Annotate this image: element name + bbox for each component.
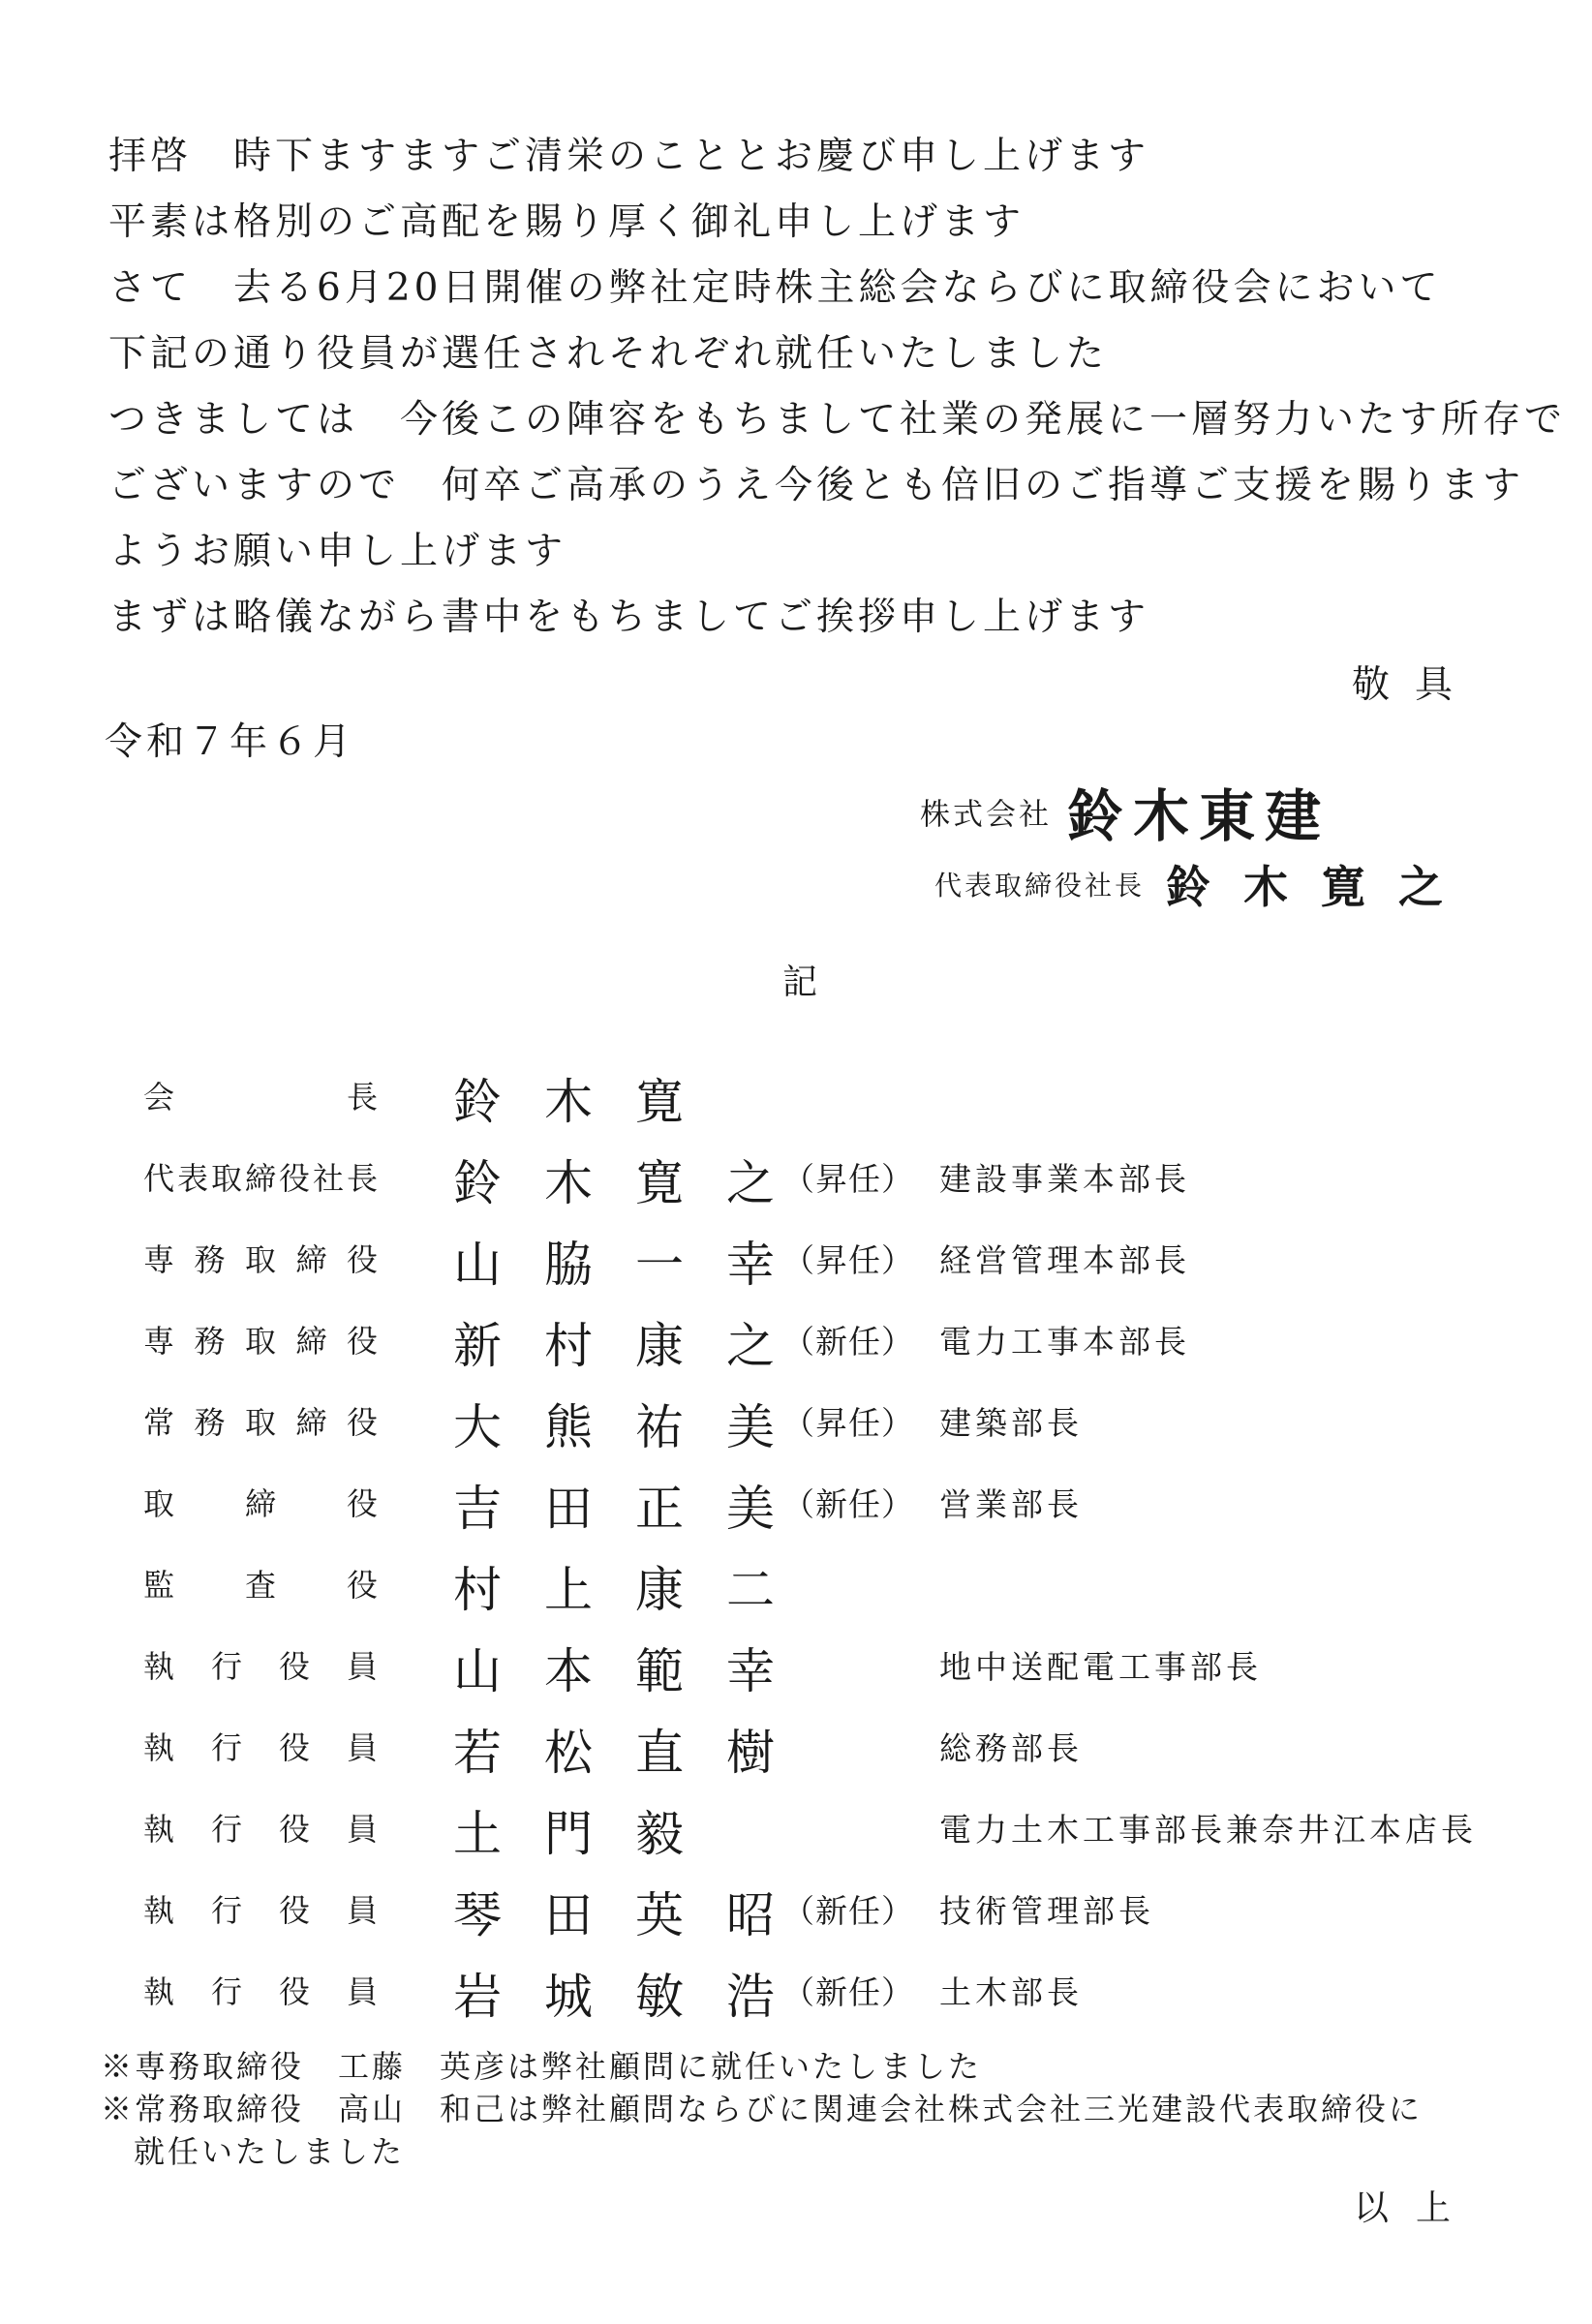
officer-row xyxy=(143,1389,1499,1470)
officer-title: 執行役員 xyxy=(143,1729,380,1766)
officer-row xyxy=(143,1145,1499,1226)
ki-heading: 記 xyxy=(782,963,818,1002)
officer-row xyxy=(143,1226,1499,1307)
letter-date: 令和７年６月 xyxy=(105,720,355,764)
officer-row xyxy=(143,1063,1499,1145)
officer-row xyxy=(143,1307,1499,1389)
officer-dept: 地中送配電工事部長 xyxy=(939,1648,1262,1686)
greeting-line: 平素は格別のご高配を賜り厚く御礼申し上げます xyxy=(108,200,1026,244)
officer-row xyxy=(143,1958,1499,2039)
footnote-line: ※専務取締役 工藤 英彦は弊社顧問に就任いたしました xyxy=(101,2048,983,2085)
officer-title: 執行役員 xyxy=(143,1973,380,2010)
closing-keigu: 敬具 xyxy=(1351,663,1478,707)
officer-name: 山脇一幸 xyxy=(453,1237,817,1293)
officer-title: 専務取締役 xyxy=(143,1241,380,1278)
officer-dept: 建設事業本部長 xyxy=(939,1160,1190,1198)
officer-name: 大熊祐美 xyxy=(453,1399,817,1455)
officer-name: 琴田英昭 xyxy=(453,1887,817,1943)
officer-status: （昇任） xyxy=(782,1160,914,1198)
greeting-body xyxy=(108,124,1567,651)
officer-dept: 土木部長 xyxy=(939,1973,1083,2011)
officer-name: 鈴木寛之 xyxy=(453,1155,817,1211)
greeting-line: ようお願い申し上げます xyxy=(108,530,567,573)
officer-row xyxy=(143,1470,1499,1551)
officer-dept: 建築部長 xyxy=(939,1404,1083,1442)
greeting-line: 下記の通り役員が選任されそれぞれ就任いたしました xyxy=(108,332,1109,376)
officer-row xyxy=(143,1633,1499,1714)
closing-ijou: 以上 xyxy=(1353,2188,1478,2228)
greeting-line: ございますので 何卒ご高承のうえ今後とも倍旧のご指導ご支援を賜ります xyxy=(108,464,1525,507)
officer-status: （昇任） xyxy=(782,1241,914,1279)
officer-status: （新任） xyxy=(782,1973,914,2011)
officer-name: 村上康二 xyxy=(453,1562,817,1618)
footnote-line: ※常務取締役 高山 和己は弊社顧問ならびに関連会社株式会社三光建設代表取締役に xyxy=(101,2091,1424,2127)
officer-title: 専務取締役 xyxy=(143,1323,380,1360)
officer-title: 執行役員 xyxy=(143,1811,380,1848)
officer-status: （新任） xyxy=(782,1892,914,1930)
officer-status: （新任） xyxy=(782,1485,914,1523)
officer-title: 監査役 xyxy=(143,1567,380,1604)
president-title: 代表取締役社長 xyxy=(934,870,1145,902)
officer-dept: 技術管理部長 xyxy=(939,1892,1154,1930)
officer-dept: 電力土木工事部長兼奈井江本店長 xyxy=(939,1811,1477,1849)
officer-name: 吉田正美 xyxy=(453,1481,817,1537)
officer-title: 取締役 xyxy=(143,1485,380,1522)
officer-dept: 営業部長 xyxy=(939,1485,1083,1523)
greeting-line: 拝啓 時下ますますご清栄のこととお慶び申し上げます xyxy=(108,135,1150,178)
footnotes xyxy=(101,2045,1423,2173)
officer-dept: 経営管理本部長 xyxy=(939,1241,1190,1279)
officer-title: 執行役員 xyxy=(143,1648,380,1685)
officer-name: 土門毅 xyxy=(453,1806,726,1862)
officer-name: 若松直樹 xyxy=(453,1725,817,1781)
company-name: 鈴木東建 xyxy=(1066,783,1331,849)
greeting-line: さて 去る6月20日開催の弊社定時株主総会ならびに取締役会において xyxy=(108,266,1442,310)
officer-row xyxy=(143,1551,1499,1633)
footnote-line: 就任いたしました xyxy=(134,2133,406,2170)
greeting-line: つきましては 今後この陣容をもちまして社業の発展に一層努力いたす所存で xyxy=(108,398,1567,442)
officer-status: （昇任） xyxy=(782,1404,914,1442)
officer-row xyxy=(143,1795,1499,1877)
company-prefix: 株式会社 xyxy=(919,797,1052,833)
officer-roster xyxy=(143,1063,1499,2039)
officer-dept: 総務部長 xyxy=(939,1729,1083,1767)
officer-name: 新村康之 xyxy=(453,1318,817,1374)
officer-title: 常務取締役 xyxy=(143,1404,380,1441)
greeting-line: まずは略儀ながら書中をもちましてご挨拶申し上げます xyxy=(108,596,1150,639)
officer-status: （新任） xyxy=(782,1323,914,1361)
officer-dept: 電力工事本部長 xyxy=(939,1323,1190,1361)
officer-title: 会長 xyxy=(143,1079,380,1116)
officer-name: 鈴木寛 xyxy=(453,1074,726,1130)
company-block xyxy=(920,771,1331,852)
officer-title: 執行役員 xyxy=(143,1892,380,1929)
officer-name: 岩城敏浩 xyxy=(453,1969,817,2025)
president-name: 鈴木寛之 xyxy=(1166,861,1476,913)
officer-name: 山本範幸 xyxy=(453,1643,817,1699)
officer-row xyxy=(143,1714,1499,1795)
officer-row xyxy=(143,1877,1499,1958)
president-block xyxy=(934,852,1476,916)
officer-title: 代表取締役社長 xyxy=(143,1160,380,1197)
